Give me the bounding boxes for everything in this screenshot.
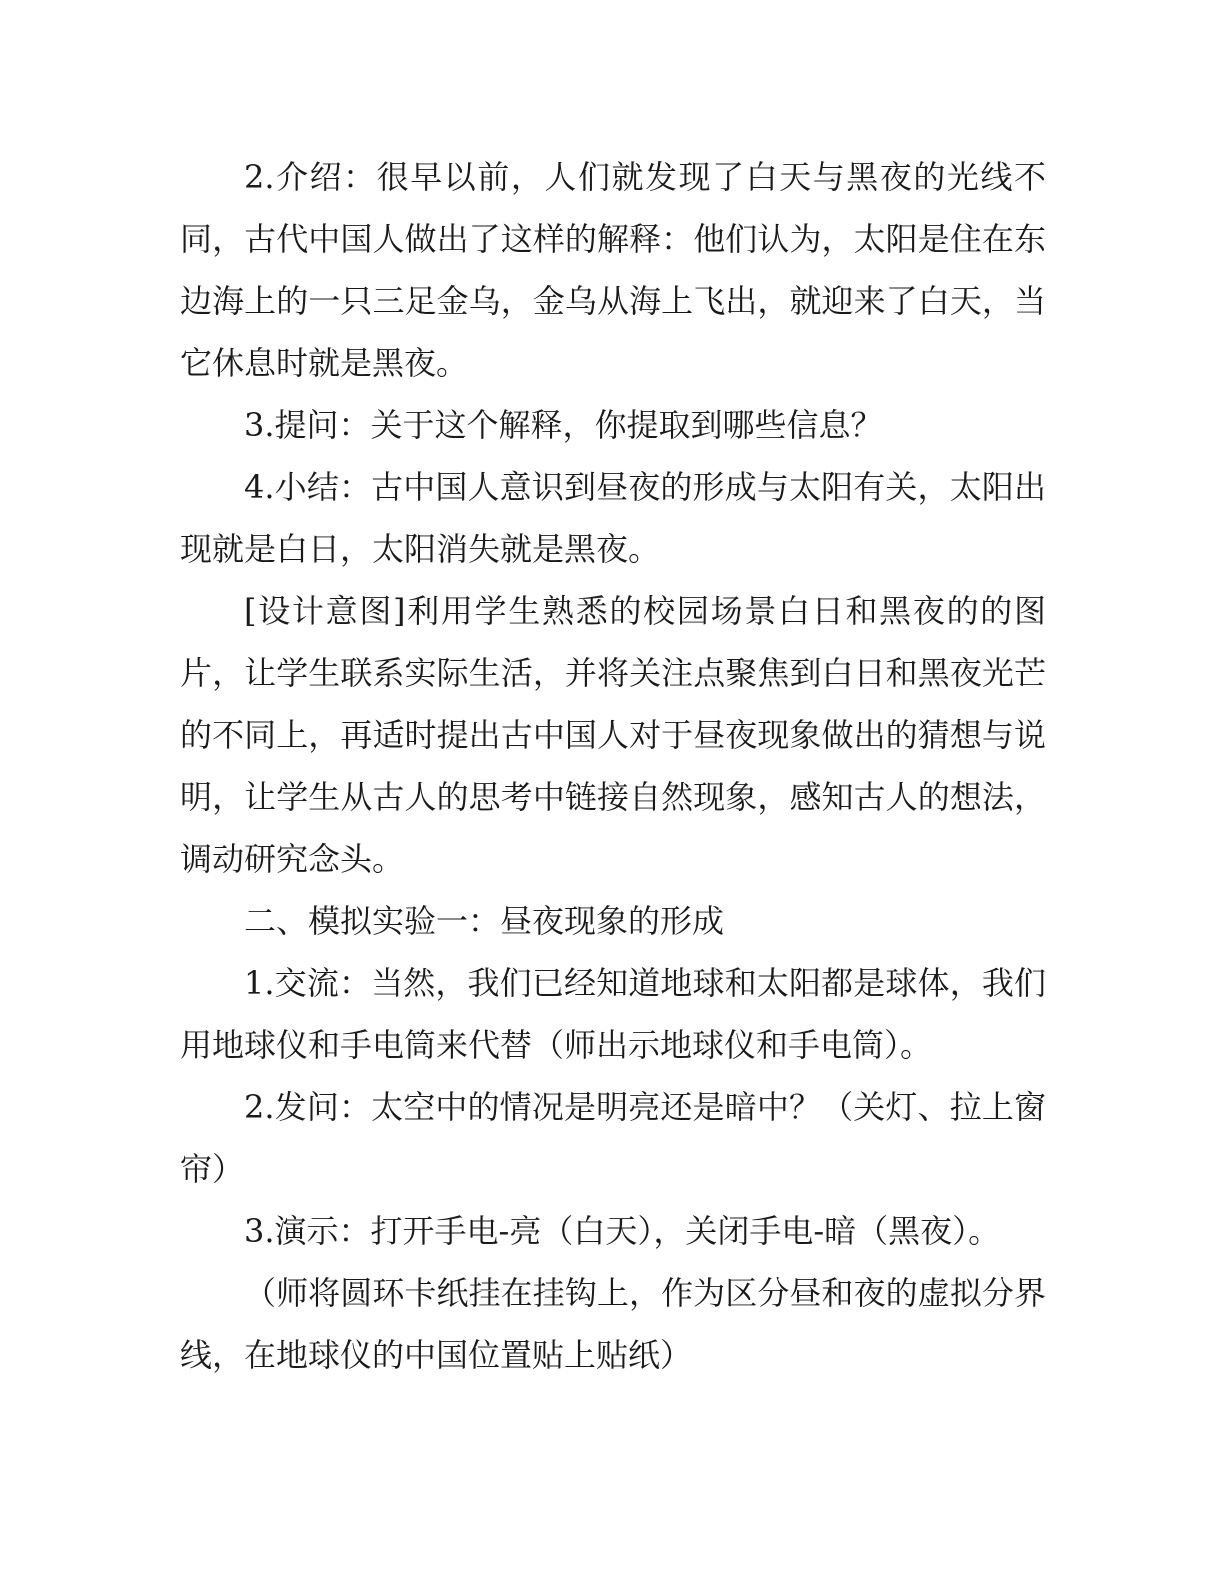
paragraph-intro: 2.介绍：很早以前，人们就发现了白天与黑夜的光线不同，古代中国人做出了这样的解释：他们认为，太阳是住在东边海上的一只三足金乌，金乌从海上飞出，就迎来了白天，当它休息时就是黑夜。 — [180, 158, 1046, 382]
paragraph-summary: 4.小结：古中国人意识到昼夜的形成与太阳有关，太阳出现就是白日，太阳消失就是黑夜。 — [180, 468, 1046, 568]
section-heading-experiment-one: 二、模拟实验一：昼夜现象的形成 — [244, 902, 725, 940]
paragraph-demo: 3.演示：打开手电-亮（白天），关闭手电-暗（黑夜）。 — [244, 1212, 1001, 1250]
document-body — [180, 146, 1046, 1386]
paragraph-ask: 2.发问：太空中的情况是明亮还是暗中？（关灯、拉上窗帘） — [180, 1088, 1046, 1188]
paragraph-design-intent: [设计意图]利用学生熟悉的校园场景白日和黑夜的的图片，让学生联系实际生活，并将关注点聚焦到白日和黑夜光芒的不同上，再适时提出古中国人对于昼夜现象做出的猜想与说明，让学生从古人的思考中链接自然现象，感知古人的想法，调动研究念头。 — [180, 592, 1046, 878]
paragraph-teacher-note: （师将圆环卡纸挂在挂钩上，作为区分昼和夜的虚拟分界线，在地球仪的中国位置贴上贴纸） — [180, 1274, 1046, 1374]
paragraph-question: 3.提问：关于这个解释，你提取到哪些信息？ — [244, 406, 883, 444]
paragraph-discussion: 1.交流：当然，我们已经知道地球和太阳都是球体，我们用地球仪和手电筒来代替（师出示地球仪和手电筒）。 — [180, 964, 1046, 1064]
